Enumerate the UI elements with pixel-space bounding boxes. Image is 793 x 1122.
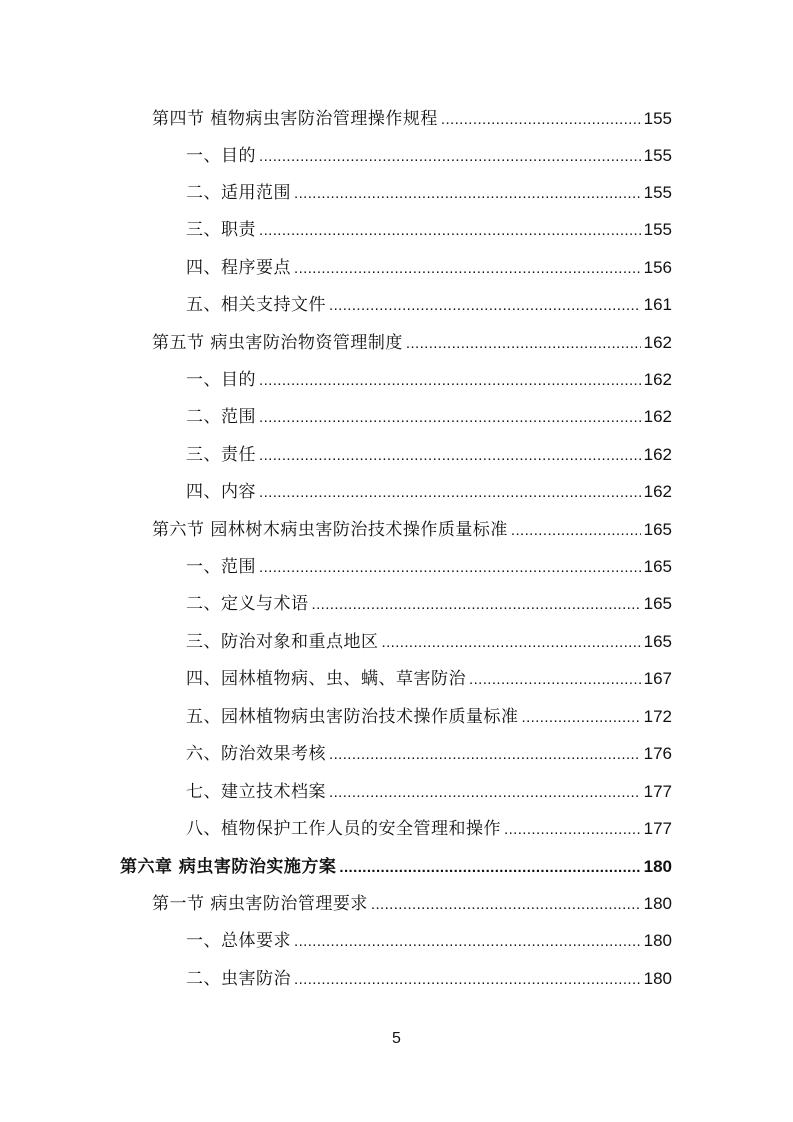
- toc-entry[interactable]: [186, 473, 672, 510]
- dot-leader: [504, 811, 641, 848]
- toc-entry[interactable]: [186, 211, 672, 248]
- toc-entry[interactable]: [152, 324, 672, 361]
- toc-entry-page: 161: [643, 295, 672, 314]
- toc-entry-page: 165: [643, 557, 672, 576]
- toc-entry-page: 155: [643, 183, 672, 202]
- toc-entry-title: 一、目的: [186, 370, 256, 390]
- toc-entry-page: 165: [643, 520, 672, 539]
- toc-entry[interactable]: [186, 436, 672, 473]
- toc-entry-page: 156: [643, 258, 672, 277]
- dot-leader: [329, 736, 641, 773]
- toc-entry[interactable]: [186, 286, 672, 323]
- toc-entry[interactable]: [186, 810, 672, 847]
- dot-leader: [294, 175, 641, 212]
- toc-entry-page: 176: [643, 744, 672, 763]
- toc-entry-title: 一、总体要求: [186, 931, 291, 951]
- toc-entry-title: 三、责任: [186, 445, 256, 465]
- toc-entry-title: 一、范围: [186, 557, 256, 577]
- dot-leader: [259, 399, 641, 436]
- toc-entry-title: 五、园林植物病虫害防治技术操作质量标准: [186, 707, 519, 727]
- toc-entry-page: 162: [643, 407, 672, 426]
- dot-leader: [294, 961, 641, 998]
- dot-leader: [441, 101, 641, 138]
- toc-entry[interactable]: [186, 735, 672, 772]
- toc-entry-page: 180: [643, 931, 672, 950]
- toc-entry-title: 四、内容: [186, 482, 256, 502]
- toc-entry[interactable]: [186, 548, 672, 585]
- toc-entry-title: 第五节 病虫害防治物资管理制度: [152, 333, 403, 353]
- dot-leader: [259, 437, 641, 474]
- dot-leader: [259, 474, 641, 511]
- dot-leader: [259, 362, 641, 399]
- dot-leader: [329, 774, 641, 811]
- toc-entry-title: 第六章 病虫害防治实施方案: [120, 857, 337, 877]
- toc-entry-page: 162: [643, 445, 672, 464]
- toc-entry-title: 七、建立技术档案: [186, 782, 326, 802]
- toc-entry-title: 第六节 园林树木病虫害防治技术操作质量标准: [152, 520, 508, 540]
- dot-leader: [294, 923, 641, 960]
- toc-entry[interactable]: [186, 623, 672, 660]
- toc-entry-page: 167: [643, 669, 672, 688]
- page-number: 5: [392, 1030, 401, 1047]
- toc-entry-title: 五、相关支持文件: [186, 295, 326, 315]
- toc-entry-page: 162: [643, 370, 672, 389]
- toc-entry-page: 162: [643, 333, 672, 352]
- toc-entry[interactable]: [152, 885, 672, 922]
- toc-entry-title: 二、定义与术语: [186, 594, 309, 614]
- toc-entry[interactable]: [186, 585, 672, 622]
- toc-entry[interactable]: [186, 960, 672, 997]
- dot-leader: [406, 325, 641, 362]
- toc-entry[interactable]: [186, 773, 672, 810]
- dot-leader: [371, 886, 641, 923]
- toc-chapter-entry[interactable]: [120, 848, 672, 885]
- toc-entry-title: 八、植物保护工作人员的安全管理和操作: [186, 819, 501, 839]
- dot-leader: [259, 138, 641, 175]
- dot-leader: [294, 250, 641, 287]
- toc-entry-page: 180: [643, 894, 672, 913]
- toc-entry[interactable]: [186, 249, 672, 286]
- toc-entry[interactable]: [152, 100, 672, 137]
- dot-leader: [522, 699, 641, 736]
- toc-entry[interactable]: [186, 922, 672, 959]
- toc-entry-page: 165: [643, 594, 672, 613]
- toc-entry[interactable]: [186, 137, 672, 174]
- toc-entry-page: 177: [643, 819, 672, 838]
- toc-entry-page: 155: [643, 146, 672, 165]
- toc-entry[interactable]: [186, 174, 672, 211]
- dot-leader: [329, 287, 641, 324]
- dot-leader: [339, 849, 640, 886]
- dot-leader: [259, 212, 641, 249]
- toc-entry-page: 155: [643, 220, 672, 239]
- toc-entry-page: 172: [643, 707, 672, 726]
- toc-entry-title: 二、虫害防治: [186, 969, 291, 989]
- toc-entry-title: 三、防治对象和重点地区: [186, 632, 379, 652]
- toc-entry-title: 三、职责: [186, 220, 256, 240]
- dot-leader: [511, 512, 641, 549]
- toc-entry-page: 180: [643, 857, 672, 876]
- dot-leader: [382, 624, 641, 661]
- toc-entry[interactable]: [186, 361, 672, 398]
- toc-entry-title: 二、范围: [186, 407, 256, 427]
- toc-entry-title: 一、目的: [186, 146, 256, 166]
- toc-entry[interactable]: [186, 660, 672, 697]
- dot-leader: [469, 661, 641, 698]
- toc-entry-title: 第四节 植物病虫害防治管理操作规程: [152, 109, 438, 129]
- toc-entry-page: 180: [643, 969, 672, 988]
- toc-entry-page: 177: [643, 782, 672, 801]
- dot-leader: [312, 586, 641, 623]
- toc-entry-title: 四、程序要点: [186, 258, 291, 278]
- toc-entry[interactable]: [186, 398, 672, 435]
- toc-entry-page: 155: [643, 109, 672, 128]
- toc-entry-title: 第一节 病虫害防治管理要求: [152, 894, 368, 914]
- toc-entry-title: 四、园林植物病、虫、螨、草害防治: [186, 669, 466, 689]
- toc-entry[interactable]: [152, 511, 672, 548]
- toc-entry[interactable]: [186, 698, 672, 735]
- toc-entry-title: 二、适用范围: [186, 183, 291, 203]
- dot-leader: [259, 549, 641, 586]
- toc-entry-page: 162: [643, 482, 672, 501]
- toc-entry-page: 165: [643, 632, 672, 651]
- toc-entry-title: 六、防治效果考核: [186, 744, 326, 764]
